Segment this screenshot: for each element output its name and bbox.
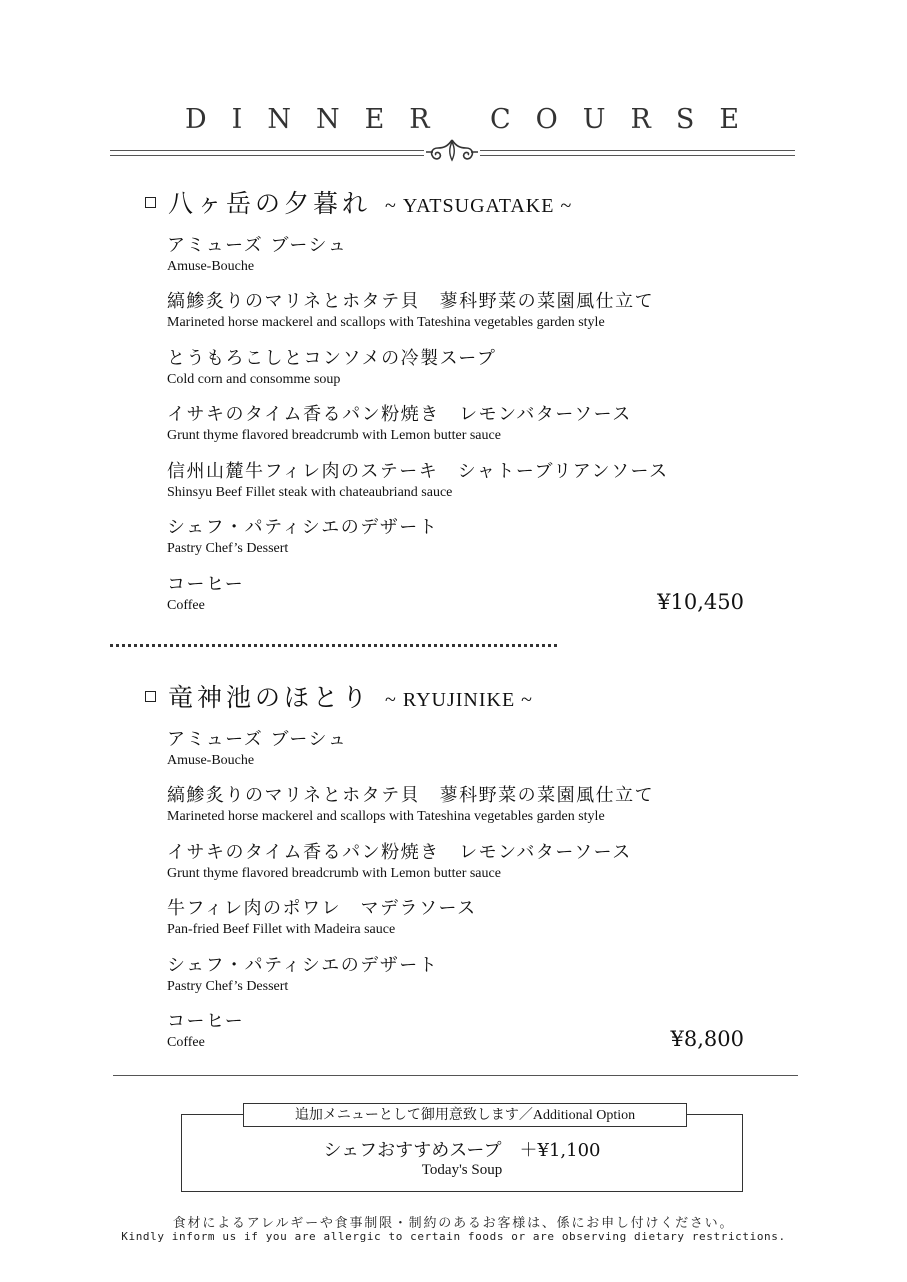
item-ja: シェフ・パティシエのデザート [167, 955, 439, 976]
item-en: Pan-fried Beef Fillet with Madeira sauce [167, 922, 396, 937]
checkbox-square-icon [145, 197, 156, 208]
soup-ja: シェフおすすめスープ ＋¥1,100 [323, 1140, 601, 1161]
course2-title-ja: 竜神池のほとり [168, 683, 372, 712]
course1-item-4 [167, 403, 632, 445]
course2-price: ¥8,800 [670, 1027, 744, 1051]
course2-item-1 [167, 728, 347, 770]
item-ja: シェフ・パティシエのデザート [167, 517, 439, 538]
item-en: Coffee [167, 1035, 205, 1050]
course1-price: ¥10,450 [657, 590, 744, 614]
course1-title-en: ~ YATSUGATAKE ~ [385, 195, 573, 217]
option-label-en: Additional Option [532, 1108, 636, 1123]
course1-item-7 [167, 573, 244, 615]
checkbox-square-icon [145, 691, 156, 702]
item-ja: コーヒー [167, 1011, 245, 1032]
item-en: Pastry Chef’s Dessert [167, 541, 289, 556]
dotted-divider [110, 644, 557, 647]
course2-title-en: ~ RYUJINIKE ~ [385, 689, 533, 711]
course1-title-ja: 八ヶ岳の夕暮れ [168, 189, 372, 218]
item-ja: 縞鯵炙りのマリネとホタテ貝 蓼科野菜の菜園風仕立て [167, 785, 655, 806]
item-en: Shinsyu Beef Fillet steak with chateaubriand sauce [167, 485, 453, 500]
item-en: Grunt thyme flavored breadcrumb with Lemon butter sauce [167, 428, 501, 443]
course1-item-6 [167, 516, 438, 558]
soup-en: Today's Soup [421, 1162, 503, 1178]
section-rule [113, 1075, 798, 1076]
title-course: COURSE [490, 104, 765, 135]
course2-item-6 [167, 1010, 244, 1052]
course1-item-1 [167, 234, 347, 276]
course2-title [145, 678, 533, 714]
item-ja: イサキのタイム香るパン粉焼き レモンバターソース [167, 404, 632, 425]
item-ja: アミューズ ブーシュ [167, 729, 348, 750]
item-en: Cold corn and consomme soup [167, 372, 341, 387]
item-ja: アミューズ ブーシュ [167, 235, 348, 256]
item-ja: とうもろこしとコンソメの冷製スープ [167, 348, 497, 369]
course1-item-5 [167, 460, 669, 502]
option-label [243, 1103, 687, 1127]
item-en: Grunt thyme flavored breadcrumb with Lemon butter sauce [167, 866, 501, 881]
course1-item-2 [167, 290, 654, 332]
item-en: Amuse-Bouche [167, 259, 255, 274]
item-en: Coffee [167, 598, 205, 613]
item-en: Pastry Chef’s Dessert [167, 979, 289, 994]
item-ja: 信州山麓牛フィレ肉のステーキ シャトーブリアンソース [167, 461, 669, 482]
allergy-note-ja: 食材によるアレルギーや食事制限・制約のあるお客様は、係にお申し付けください。 [172, 1216, 735, 1231]
course2-item-3 [167, 841, 632, 883]
course1-item-3 [167, 347, 496, 389]
item-en: Amuse-Bouche [167, 753, 255, 768]
item-en: Marineted horse mackerel and scallops with Tateshina vegetables garden style [167, 809, 605, 824]
scroll-ornament-icon [424, 136, 480, 164]
item-ja: 縞鯵炙りのマリネとホタテ貝 蓼科野菜の菜園風仕立て [167, 291, 655, 312]
item-en: Marineted horse mackerel and scallops with Tateshina vegetables garden style [167, 315, 605, 330]
title-dinner: DINNER [185, 104, 455, 135]
course2-item-2 [167, 784, 654, 826]
item-ja: イサキのタイム香るパン粉焼き レモンバターソース [167, 842, 632, 863]
course2-item-4 [167, 897, 477, 939]
course1-title [145, 184, 572, 220]
option-label-ja: 追加メニューとして御用意致します／ [294, 1107, 533, 1123]
item-ja: 牛フィレ肉のポワレ マデラソース [167, 898, 477, 919]
allergy-note-en: Kindly inform us if you are allergic to certain foods or are observing dietary restrictions. [121, 1230, 786, 1243]
item-ja: コーヒー [167, 574, 245, 595]
course2-item-5 [167, 954, 438, 996]
